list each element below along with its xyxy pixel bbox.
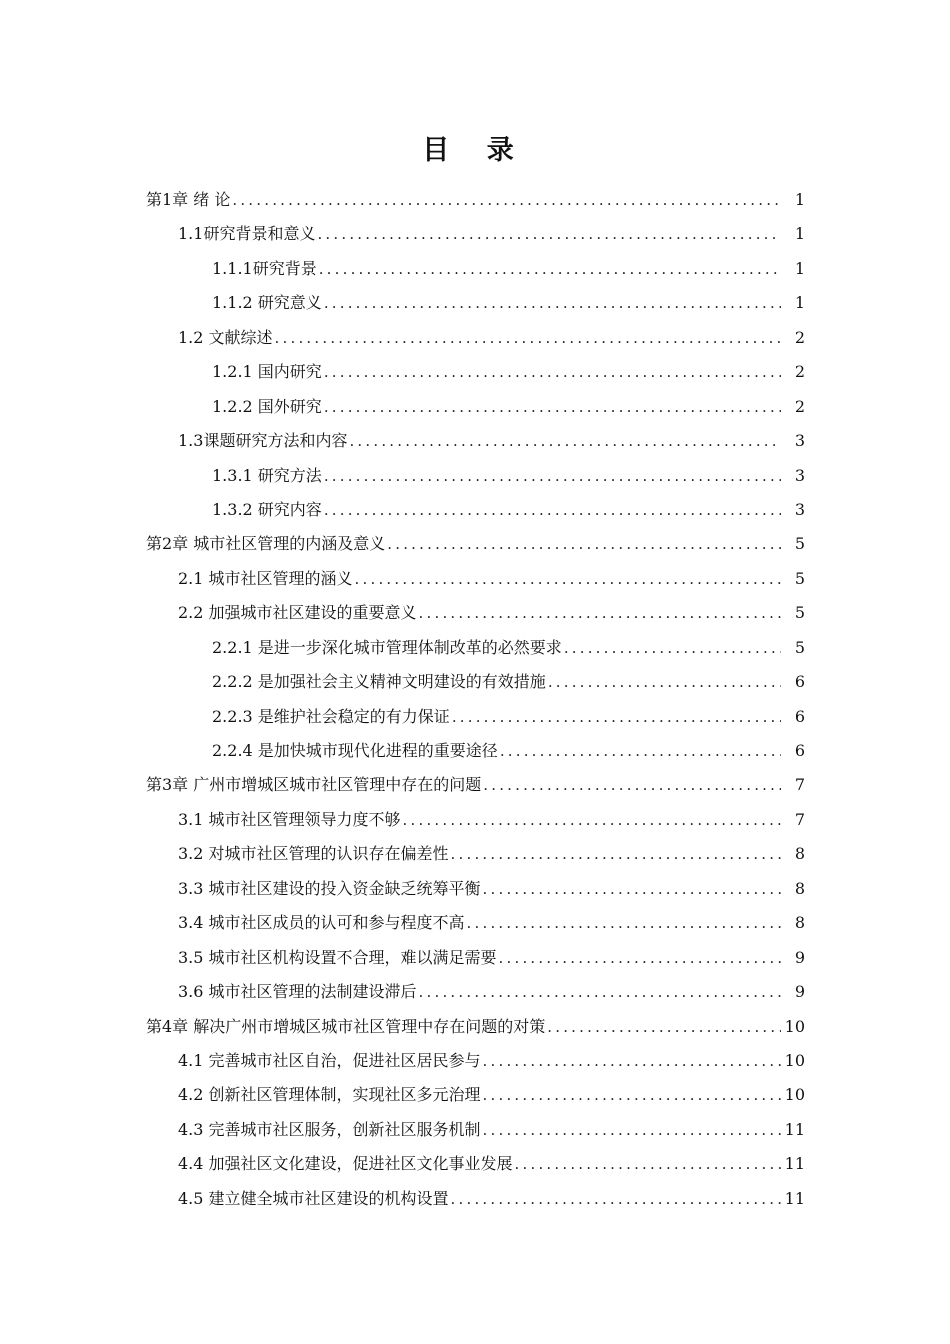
toc-entry[interactable] xyxy=(0,1182,950,1216)
toc-entry[interactable] xyxy=(0,1113,950,1147)
toc-page-number: 1 xyxy=(794,258,805,278)
toc-page-number: 9 xyxy=(794,947,805,967)
toc-entry-text: 4.5 建立健全城市社区建设的机构设置 xyxy=(178,1188,449,1208)
toc-entry[interactable] xyxy=(0,665,950,699)
toc-page-number: 2 xyxy=(794,396,805,416)
toc-entry[interactable] xyxy=(0,1078,950,1112)
toc-entry[interactable] xyxy=(0,768,950,802)
toc-entry[interactable] xyxy=(0,321,950,355)
toc-dot-leader xyxy=(548,665,781,699)
toc-dot-leader xyxy=(483,1078,781,1112)
toc-page-number: 8 xyxy=(794,844,805,864)
toc-entry[interactable] xyxy=(0,975,950,1009)
toc-title: 目 录 xyxy=(422,135,528,166)
toc-page-number: 5 xyxy=(794,568,805,588)
toc-page-number: 6 xyxy=(794,706,805,726)
toc-entry[interactable] xyxy=(0,493,950,527)
toc-dot-leader xyxy=(451,1182,781,1216)
toc-entry-text: 2.2 加强城市社区建设的重要意义 xyxy=(178,603,417,623)
toc-entry-text: 第1章 绪 论 xyxy=(146,190,231,209)
toc-entry[interactable] xyxy=(0,424,950,458)
toc-page-number: 10 xyxy=(784,1016,805,1036)
toc-page-number: 3 xyxy=(794,431,805,451)
toc-page-number: 8 xyxy=(794,878,805,898)
toc-entry[interactable] xyxy=(0,1010,950,1044)
toc-page-number: 1 xyxy=(794,224,805,244)
toc-entry[interactable] xyxy=(0,906,950,940)
toc-dot-leader xyxy=(324,355,781,389)
toc-entry-text: 第4章 解决广州市增城区城市社区管理中存在问题的对策 xyxy=(146,1016,546,1036)
toc-entry[interactable] xyxy=(0,527,950,561)
toc-page-number: 7 xyxy=(794,775,805,795)
toc-dot-leader xyxy=(452,700,781,734)
toc-page-number: 7 xyxy=(794,809,805,829)
toc-dot-leader xyxy=(419,975,781,1009)
toc-entry-text: 3.6 城市社区管理的法制建设滞后 xyxy=(178,982,417,1002)
toc-dot-leader xyxy=(483,768,781,802)
toc-page-number: 3 xyxy=(794,465,805,485)
toc-entry-text: 3.5 城市社区机构设置不合理，难以满足需要 xyxy=(178,947,497,967)
toc-entry[interactable] xyxy=(0,700,950,734)
toc-dot-leader xyxy=(275,321,781,355)
toc-entry-text: 1.2 文献综述 xyxy=(178,327,273,347)
toc-dot-leader xyxy=(355,562,781,596)
toc-entry[interactable] xyxy=(0,183,950,217)
toc-entry[interactable] xyxy=(0,872,950,906)
toc-dot-leader xyxy=(349,424,781,458)
toc-page-number: 1 xyxy=(794,190,805,209)
toc-entry-text: 3.3 城市社区建设的投入资金缺乏统筹平衡 xyxy=(178,878,481,898)
toc-entry[interactable] xyxy=(0,734,950,768)
toc-page-number: 2 xyxy=(794,327,805,347)
toc-entry[interactable] xyxy=(0,217,950,251)
toc-entry-text: 1.1.2 研究意义 xyxy=(212,293,322,313)
toc-entry[interactable] xyxy=(0,355,950,389)
toc-page-number: 9 xyxy=(794,982,805,1002)
toc-entry[interactable] xyxy=(0,286,950,320)
toc-entry-text: 2.2.3 是维护社会稳定的有力保证 xyxy=(212,706,450,726)
toc-page-number: 6 xyxy=(794,741,805,760)
toc-page-number: 10 xyxy=(784,1085,805,1105)
toc-entry-text: 4.3 完善城市社区服务，创新社区服务机制 xyxy=(178,1119,481,1139)
toc-entry-text: 3.4 城市社区成员的认可和参与程度不高 xyxy=(178,913,465,933)
toc-entry-text: 3.1 城市社区管理领导力度不够 xyxy=(178,809,401,829)
toc-entry-text: 第2章 城市社区管理的内涵及意义 xyxy=(146,534,386,554)
toc-dot-leader xyxy=(564,631,781,665)
toc-entry-text: 2.1 城市社区管理的涵义 xyxy=(178,568,353,588)
toc-page-number: 1 xyxy=(794,293,805,313)
toc-dot-leader xyxy=(324,286,781,320)
toc-dot-leader xyxy=(547,1010,781,1044)
toc-dot-leader xyxy=(451,837,781,871)
toc-dot-leader xyxy=(419,596,781,630)
toc-entry[interactable] xyxy=(0,1147,950,1181)
toc-entry-text: 2.2.1 是进一步深化城市管理体制改革的必然要求 xyxy=(212,637,562,657)
toc-entry-text: 1.2.2 国外研究 xyxy=(212,396,322,416)
toc-dot-leader xyxy=(232,183,781,217)
toc-dot-leader xyxy=(403,803,781,837)
toc-entry-text: 1.2.1 国内研究 xyxy=(212,362,322,382)
toc-entry-text: 3.2 对城市社区管理的认识存在偏差性 xyxy=(178,844,449,864)
toc-entry-text: 4.4 加强社区文化建设，促进社区文化事业发展 xyxy=(178,1154,513,1174)
toc-entry-text: 2.2.4 是加快城市现代化进程的重要途径 xyxy=(212,741,498,760)
toc-entry-text: 第3章 广州市增城区城市社区管理中存在的问题 xyxy=(146,775,482,795)
toc-dot-leader xyxy=(317,217,781,251)
toc-page-number: 5 xyxy=(794,534,805,554)
toc-dot-leader xyxy=(500,734,781,768)
toc-dot-leader xyxy=(324,493,781,527)
toc-dot-leader xyxy=(467,906,781,940)
toc-page-number: 5 xyxy=(794,637,805,657)
toc-page-number: 11 xyxy=(784,1188,805,1208)
toc-page-number: 2 xyxy=(794,362,805,382)
toc-entry-text: 1.1研究背景和意义 xyxy=(178,224,316,244)
toc-page-number: 11 xyxy=(784,1119,805,1139)
toc-page-number: 8 xyxy=(794,913,805,933)
toc-entry[interactable] xyxy=(0,1044,950,1078)
toc-entry[interactable] xyxy=(0,631,950,665)
toc-entry[interactable] xyxy=(0,390,950,424)
toc-dot-leader xyxy=(324,390,781,424)
toc-page-number: 3 xyxy=(794,499,805,519)
toc-page-number: 11 xyxy=(784,1154,805,1174)
toc-entry-text: 1.3.1 研究方法 xyxy=(212,465,322,485)
toc-entry-text: 1.1.1研究背景 xyxy=(212,258,317,278)
toc-entry-text: 4.2 创新社区管理体制，实现社区多元治理 xyxy=(178,1085,481,1105)
toc-page-number: 5 xyxy=(794,603,805,623)
toc-page-number: 6 xyxy=(794,672,805,692)
toc-dot-leader xyxy=(483,1113,781,1147)
toc-dot-leader xyxy=(319,252,781,286)
toc-entry-text: 4.1 完善城市社区自治，促进社区居民参与 xyxy=(178,1050,481,1070)
toc-entry[interactable] xyxy=(0,459,950,493)
toc-dot-leader xyxy=(515,1147,781,1181)
toc-dot-leader xyxy=(324,459,781,493)
toc-entry[interactable] xyxy=(0,596,950,630)
toc-entry[interactable] xyxy=(0,837,950,871)
toc-entry[interactable] xyxy=(0,562,950,596)
toc-entry-text: 1.3课题研究方法和内容 xyxy=(178,431,348,451)
toc-list xyxy=(0,183,950,1216)
toc-dot-leader xyxy=(483,872,781,906)
toc-dot-leader xyxy=(499,941,781,975)
toc-entry[interactable] xyxy=(0,941,950,975)
toc-entry-text: 2.2.2 是加强社会主义精神文明建设的有效措施 xyxy=(212,672,546,692)
toc-entry[interactable] xyxy=(0,252,950,286)
toc-dot-leader xyxy=(483,1044,781,1078)
toc-dot-leader xyxy=(387,527,781,561)
toc-entry-text: 1.3.2 研究内容 xyxy=(212,499,322,519)
toc-entry[interactable] xyxy=(0,803,950,837)
toc-page-number: 10 xyxy=(784,1050,805,1070)
